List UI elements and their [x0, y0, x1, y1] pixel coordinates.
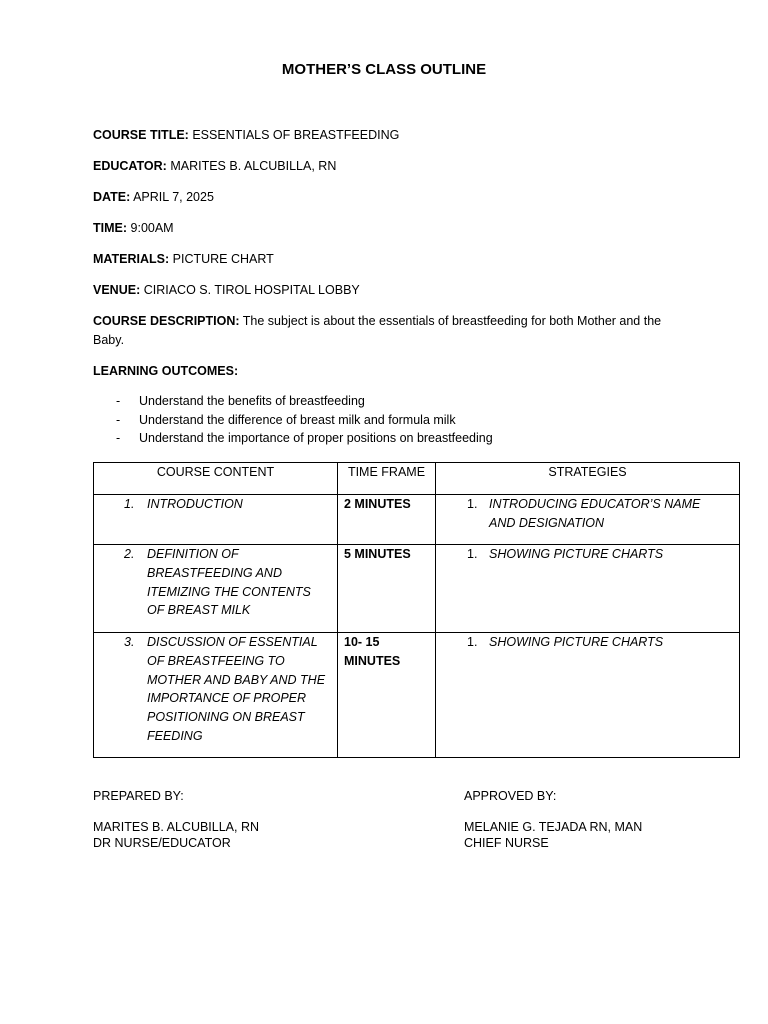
prepared-by-label: PREPARED BY:: [93, 789, 184, 803]
table-row: [94, 495, 740, 545]
field-value: MARITES B. ALCUBILLA, RN: [170, 159, 337, 173]
course-title-field: [93, 126, 683, 145]
column-header-content: COURSE CONTENT: [94, 463, 338, 495]
approved-by-role: CHIEF NURSE: [464, 836, 549, 850]
field-label: TIME:: [93, 221, 128, 235]
field-value: ESSENTIALS OF BREASTFEEDING: [192, 128, 400, 142]
learning-outcomes-list: [93, 392, 493, 448]
course-description-field: [93, 312, 678, 350]
field-value: APRIL 7, 2025: [133, 190, 214, 204]
field-value: PICTURE CHART: [172, 252, 274, 266]
column-header-time: TIME FRAME: [338, 463, 436, 495]
approved-by-label: APPROVED BY:: [464, 789, 557, 803]
date-field: [93, 188, 683, 207]
table-header-row: [94, 463, 740, 495]
table-row: [94, 545, 740, 633]
field-label: LEARNING OUTCOMES:: [93, 364, 239, 378]
field-label: EDUCATOR:: [93, 159, 167, 173]
field-label: COURSE DESCRIPTION:: [93, 314, 240, 328]
strategy-cell: 1. SHOWING PICTURE CHARTS: [436, 545, 740, 633]
content-cell: 2. DEFINITION OF BREASTFEEDING AND ITEMIZING THE CONTENTS OF BREAST MILK: [94, 545, 338, 633]
prepared-by-name: MARITES B. ALCUBILLA, RN: [93, 820, 260, 834]
list-item: - Understand the benefits of breastfeeding: [116, 394, 365, 408]
time-cell: 2 MINUTES: [338, 495, 436, 545]
learning-outcomes-heading: [93, 362, 683, 381]
content-cell: 1. INTRODUCTION: [94, 495, 338, 545]
time-cell: 10- 15 MINUTES: [338, 633, 436, 758]
strategy-cell: 1. SHOWING PICTURE CHARTS: [436, 633, 740, 758]
materials-field: [93, 250, 683, 269]
field-label: DATE:: [93, 190, 131, 204]
field-label: VENUE:: [93, 283, 141, 297]
field-value: The subject is about the essentials of breastfeeding for both Mother and the Baby.: [93, 314, 662, 347]
approved-by-name: MELANIE G. TEJADA RN, MAN: [464, 820, 643, 834]
list-item: - Understand the difference of breast milk and formula milk: [116, 412, 456, 427]
list-item: - Understand the importance of proper positions on breastfeeding: [116, 431, 493, 446]
field-label: COURSE TITLE:: [93, 128, 189, 142]
educator-field: [93, 157, 683, 176]
prepared-by-role: DR NURSE/EDUCATOR: [93, 836, 231, 850]
field-value: 9:00AM: [130, 221, 174, 235]
course-table: [93, 462, 740, 758]
time-cell: 5 MINUTES: [338, 545, 436, 633]
venue-field: [93, 281, 683, 300]
time-field: [93, 219, 683, 238]
content-cell: 3. DISCUSSION OF ESSENTIAL OF BREASTFEEING TO MOTHER AND BABY AND THE IMPORTANCE OF PROPER POSITIONING ON BREAST FEEDING: [94, 633, 338, 758]
table-row: [94, 633, 740, 758]
field-label: MATERIALS:: [93, 252, 170, 266]
column-header-strategies: STRATEGIES: [436, 463, 740, 495]
strategy-cell: 1. INTRODUCING EDUCATOR’S NAME AND DESIGNATION: [436, 495, 740, 545]
field-value: CIRIACO S. TIROL HOSPITAL LOBBY: [143, 283, 360, 297]
page-title: MOTHER’S CLASS OUTLINE: [281, 61, 487, 78]
